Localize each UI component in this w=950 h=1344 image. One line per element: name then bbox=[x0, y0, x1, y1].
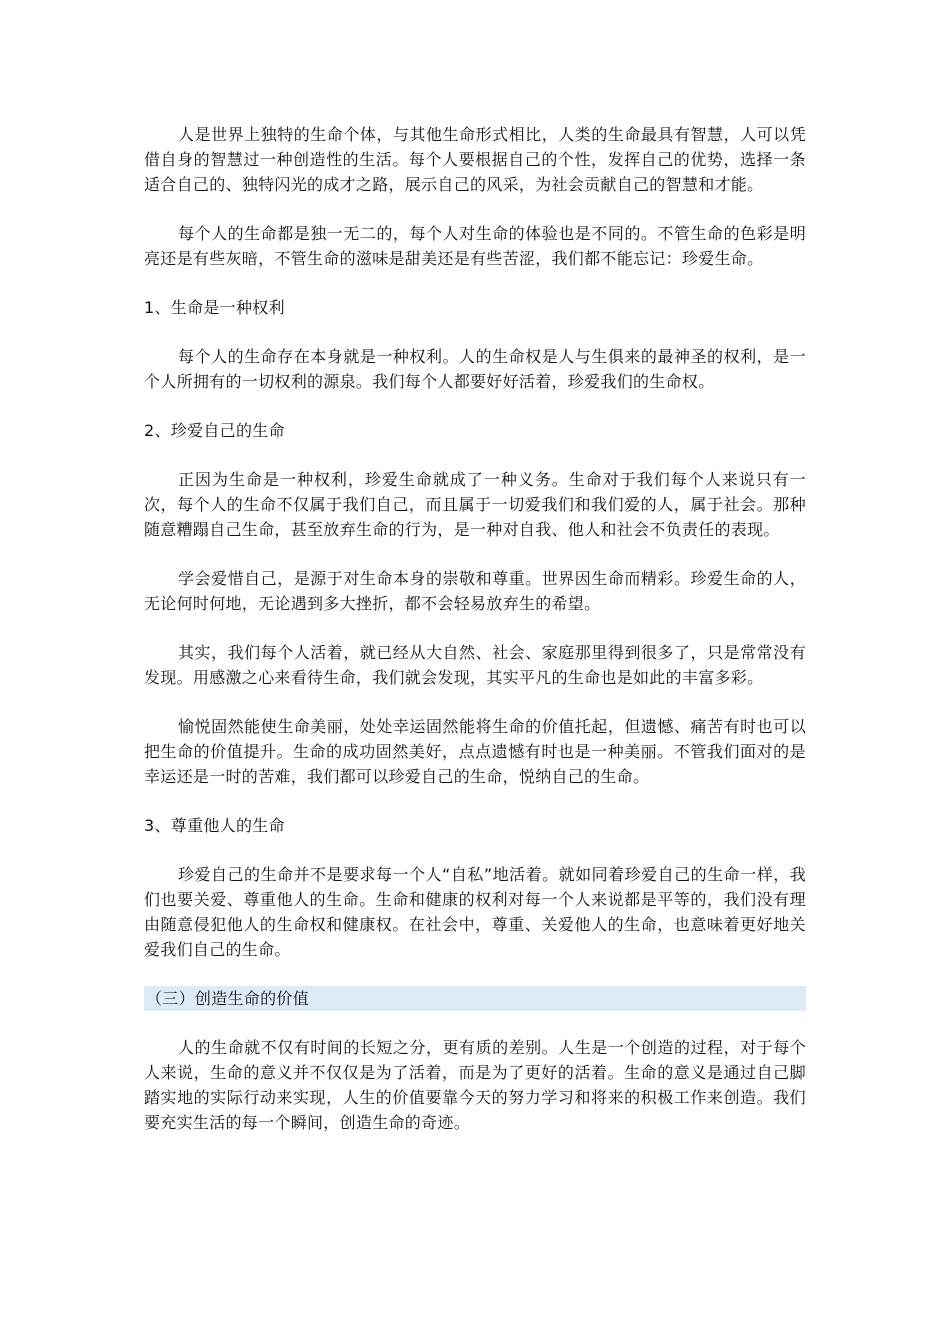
paragraph-obligation: 正因为生命是一种权利，珍爱生命就成了一种义务。生命对于我们每个人来说只有一次，每个人的生命不仅属于我们自己，而且属于一切爱我们和我们爱的人，属于社会。那种随意糟蹋自己生命，甚至放弃生命的行为，是一种对自我、他人和社会不负责任的表现。 bbox=[144, 470, 806, 539]
heading-cherish-own-life: 2、珍爱自己的生命 bbox=[144, 421, 285, 440]
paragraph-others-life: 珍爱自己的生命并不是要求每一个人“自私”地活着。就如同着珍爱自己的生命一样，我们也要关爱、尊重他人的生命。生命和健康的权利对每一个人来说都是平等的，我们没有理由随意侵犯他人的生命权和健康权。在社会中，尊重、关爱他人的生命，也意味着更好地关爱我们自己的生命。 bbox=[144, 865, 806, 959]
paragraph-unique-life: 每个人的生命都是独一无二的，每个人对生命的体验也是不同的。不管生命的色彩是明亮还是有些灰暗，不管生命的滋味是甜美还是有些苦涩，我们都不能忘记：珍爱生命。 bbox=[144, 224, 806, 268]
paragraph-create-value: 人的生命就不仅有时间的长短之分，更有质的差别。人生是一个创造的过程，对于每个人来说，生命的意义并不仅仅是为了活着，而是为了更好的活着。生命的意义是通过自己脚踏实地的实际行动来实现，人生的价值要靠今天的努力学习和将来的积极工作来创造。我们要充实生活的每一个瞬间，创造生命的奇迹。 bbox=[144, 1038, 806, 1132]
section-heading-create-value: （三）创造生命的价值 bbox=[144, 986, 806, 1011]
paragraph-joy-and-regret: 愉悦固然能使生命美丽，处处幸运固然能将生命的价值托起，但遗憾、痛苦有时也可以把生命的价值提升。生命的成功固然美好，点点遗憾有时也是一种美丽。不管我们面对的是幸运还是一时的苦难，我们都可以珍爱自己的生命，悦纳自己的生命。 bbox=[144, 717, 806, 786]
paragraph-respect-life: 学会爱惜自己，是源于对生命本身的崇敬和尊重。世界因生命而精彩。珍爱生命的人，无论何时何地，无论遇到多大挫折，都不会轻易放弃生的希望。 bbox=[144, 569, 806, 613]
heading-life-is-a-right: 1、生命是一种权利 bbox=[144, 298, 285, 317]
paragraph-right-to-life: 每个人的生命存在本身就是一种权利。人的生命权是人与生俱来的最神圣的权利，是一个人所拥有的一切权利的源泉。我们每个人都要好好活着，珍爱我们的生命权。 bbox=[144, 347, 806, 391]
heading-respect-others-life: 3、尊重他人的生命 bbox=[144, 816, 285, 835]
paragraph-gratitude: 其实，我们每个人活着，就已经从大自然、社会、家庭那里得到很多了，只是常常没有发现。用感激之心来看待生命，我们就会发现，其实平凡的生命也是如此的丰富多彩。 bbox=[144, 643, 806, 687]
paragraph-intro: 人是世界上独特的生命个体，与其他生命形式相比，人类的生命最具有智慧，人可以凭借自身的智慧过一种创造性的生活。每个人要根据自己的个性，发挥自己的优势，选择一条适合自己的、独特闪光的成才之路，展示自己的风采，为社会贡献自己的智慧和才能。 bbox=[144, 125, 806, 194]
document-page bbox=[144, 122, 806, 1159]
